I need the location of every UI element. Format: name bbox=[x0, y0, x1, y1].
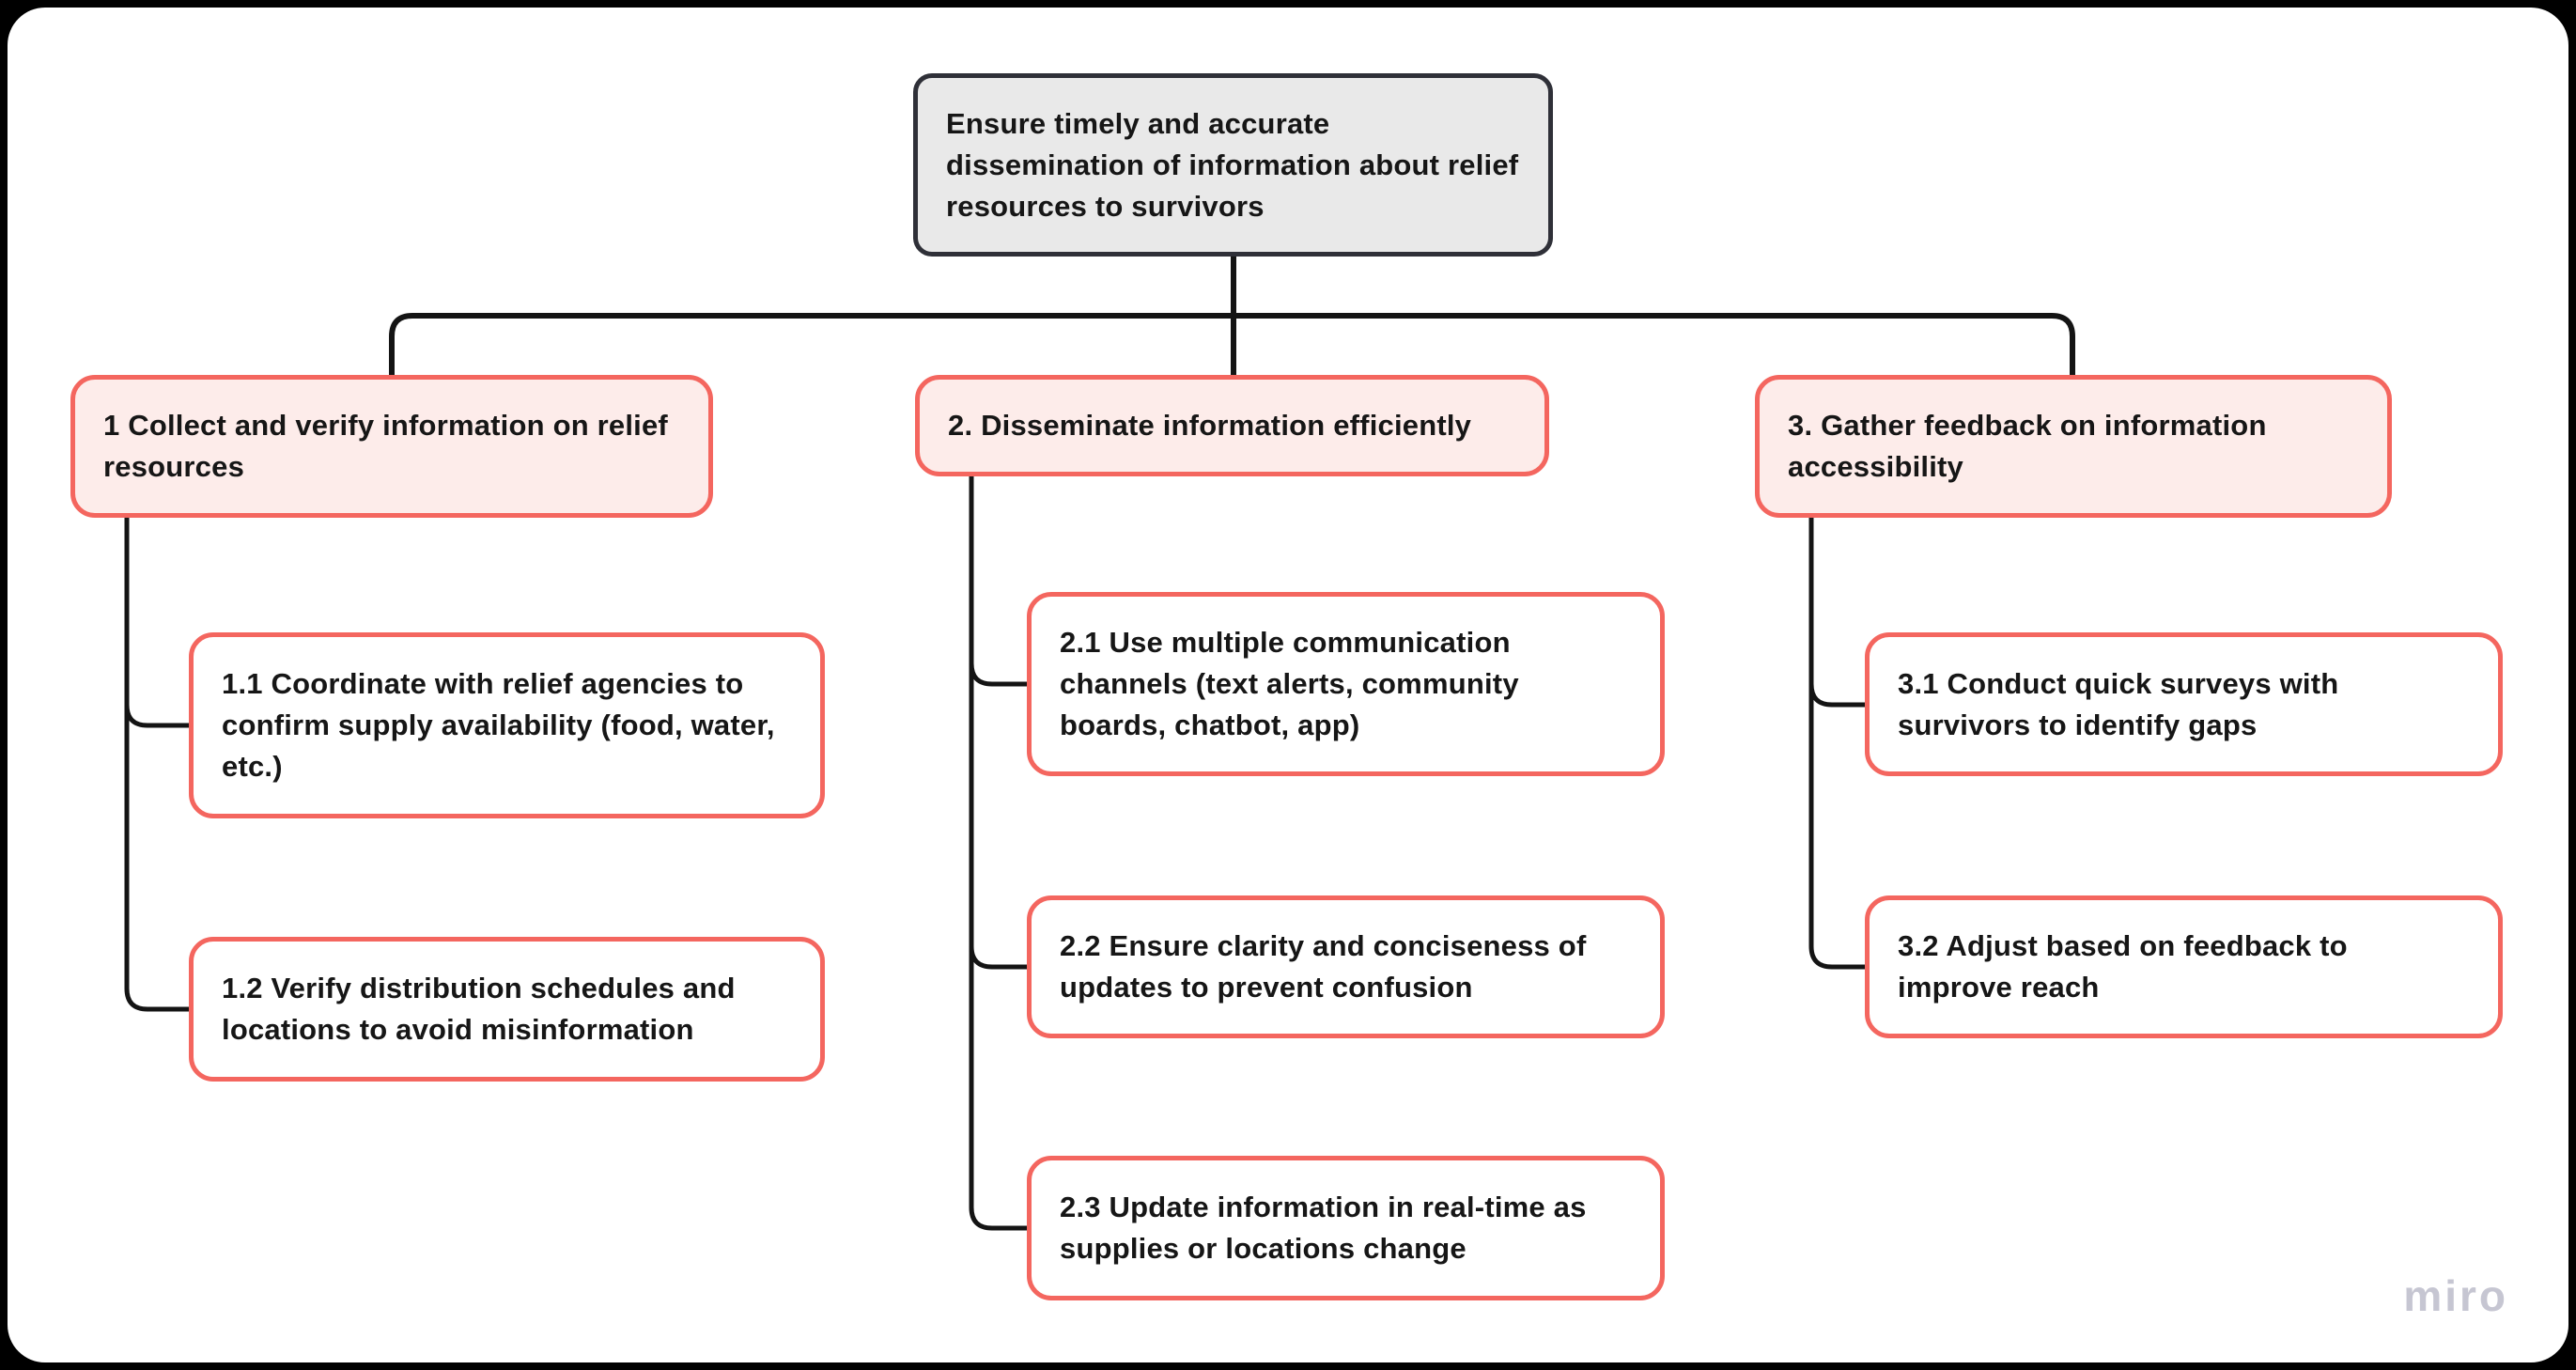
node-leaf-1-1-label: 1.1 Coordinate with relief agencies to confirm supply availability (food, water, etc.) bbox=[222, 667, 775, 783]
node-leaf-2-1[interactable] bbox=[1027, 592, 1665, 776]
node-leaf-1-2-label: 1.2 Verify distribution schedules and locations to avoid misinformation bbox=[222, 972, 736, 1046]
node-leaf-2-2[interactable] bbox=[1027, 895, 1665, 1038]
node-leaf-3-1-label: 3.1 Conduct quick surveys with survivors to identify gaps bbox=[1898, 666, 2339, 741]
node-leaf-1-2[interactable] bbox=[189, 937, 825, 1082]
node-branch-1-label: 1 Collect and verify information on relief resources bbox=[103, 409, 668, 483]
node-leaf-2-1-label: 2.1 Use multiple communication channels (text alerts, community boards, chatbot, app) bbox=[1060, 626, 1519, 741]
node-leaf-2-3-label: 2.3 Update information in real-time as supplies or locations change bbox=[1060, 1191, 1587, 1265]
node-leaf-2-2-label: 2.2 Ensure clarity and conciseness of updates to prevent confusion bbox=[1060, 929, 1587, 1004]
node-branch-3-label: 3. Gather feedback on information accessibility bbox=[1788, 409, 2267, 483]
node-branch-2-label: 2. Disseminate information efficiently bbox=[948, 409, 1472, 442]
miro-logo: miro bbox=[2403, 1271, 2508, 1320]
node-leaf-2-3[interactable] bbox=[1027, 1156, 1665, 1300]
node-leaf-3-1[interactable] bbox=[1865, 632, 2503, 776]
node-leaf-1-1[interactable] bbox=[189, 632, 825, 818]
node-leaf-3-2[interactable] bbox=[1865, 895, 2503, 1038]
node-leaf-3-2-label: 3.2 Adjust based on feedback to improve reach bbox=[1898, 929, 2348, 1004]
node-branch-2[interactable] bbox=[915, 375, 1549, 476]
node-branch-1[interactable] bbox=[70, 375, 713, 518]
node-root-label: Ensure timely and accurate dissemination of information about relief resources to survivors bbox=[946, 106, 1519, 223]
node-root[interactable] bbox=[913, 73, 1553, 257]
node-branch-3[interactable] bbox=[1755, 375, 2392, 518]
